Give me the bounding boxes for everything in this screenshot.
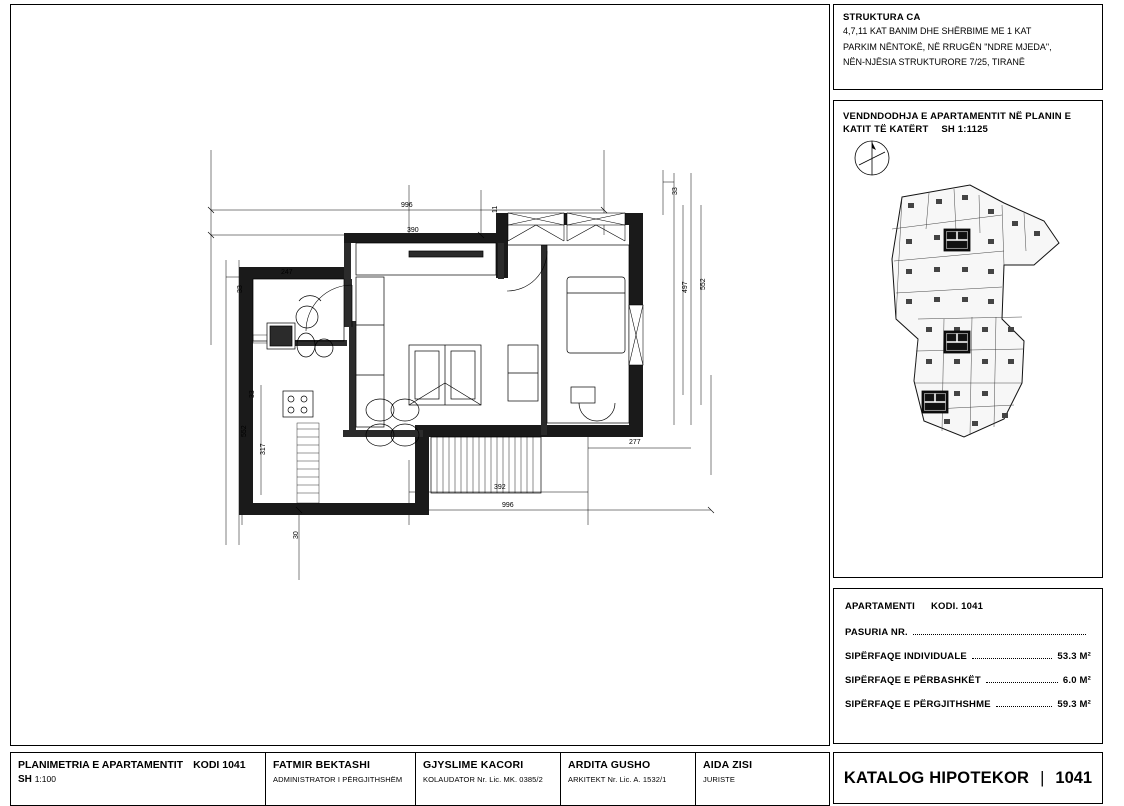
person-name-2: GJYSLIME KACORI xyxy=(423,759,524,771)
title-block-main xyxy=(11,753,266,805)
apartment-row-property xyxy=(845,627,1091,638)
dim-390: 390 xyxy=(407,227,419,234)
apartment-label: APARTAMENTI xyxy=(845,601,915,612)
dim-317: 317 xyxy=(260,443,267,455)
person-role-1: ADMINISTRATOR I PËRGJITHSHËM xyxy=(273,775,403,784)
dim-392: 392 xyxy=(494,484,506,491)
plan-code: KODI 1041 xyxy=(193,759,246,771)
dim-30: 30 xyxy=(293,531,300,539)
dim-277: 277 xyxy=(629,439,641,446)
individual-area-label: SIPËRFAQE INDIVIDUALE xyxy=(845,651,967,662)
individual-area-dots xyxy=(972,657,1052,659)
apartment-row-individual-area xyxy=(845,651,1091,662)
common-area-label: SIPËRFAQE E PËRBASHKËT xyxy=(845,675,981,686)
dim-996-top: 996 xyxy=(401,202,413,209)
common-area-value: 6.0 M² xyxy=(1062,675,1091,686)
apartment-row-total-area xyxy=(845,699,1091,710)
dim-497: 497 xyxy=(682,281,689,293)
structure-line-1: 4,7,11 KAT BANIM DHE SHËRBIME ME 1 KAT xyxy=(843,26,1032,36)
person-role-4: JURISTE xyxy=(703,775,735,784)
total-area-label: SIPËRFAQE E PËRGJITHSHME xyxy=(845,699,991,710)
dim-33-left-top: 33 xyxy=(237,285,244,293)
person-name-1: FATMIR BEKTASHI xyxy=(273,759,371,771)
structure-line-3: NËN-NJËSIA STRUKTURORE 7/25, TIRANË xyxy=(843,57,1025,67)
location-title-line-2: KATIT TË KATËRT xyxy=(843,124,929,135)
catalog-code: 1041 xyxy=(1055,768,1093,787)
person-name-4: AIDA ZISI xyxy=(703,759,753,771)
person-role-3: ARKITEKT Nr. Lic. A. 1532/1 xyxy=(568,775,667,784)
person-name-3: ARDITA GUSHO xyxy=(568,759,651,771)
person-cell-2 xyxy=(416,753,561,805)
dim-996-bottom: 996 xyxy=(502,502,514,509)
plan-title: PLANIMETRIA E APARTAMENTIT xyxy=(18,759,184,771)
floor-plan-drawing xyxy=(11,5,829,745)
key-plan-diagram xyxy=(884,169,1069,474)
person-role-2: KOLAUDATOR Nr. Lic. MK. 0385/2 xyxy=(423,775,543,784)
individual-area-value: 53.3 M² xyxy=(1057,651,1091,662)
apartment-info-panel xyxy=(833,588,1103,744)
scale-label: SH xyxy=(18,774,32,785)
total-area-dots xyxy=(996,705,1053,707)
person-cell-1 xyxy=(266,753,416,805)
catalog-title: KATALOG HIPOTEKOR xyxy=(843,768,1030,787)
person-cell-3 xyxy=(561,753,696,805)
dim-11: 11 xyxy=(492,205,499,213)
floor-plan-frame xyxy=(10,4,830,746)
location-scale: SH 1:1125 xyxy=(941,124,989,135)
dim-552-right: 552 xyxy=(700,278,707,290)
apartment-code: KODI. 1041 xyxy=(930,601,984,612)
dim-552-left: 552 xyxy=(241,425,248,437)
dim-247: 247 xyxy=(281,269,293,276)
scale-value: 1:100 xyxy=(34,774,56,784)
structure-title: STRUKTURA CA xyxy=(843,12,921,23)
property-label: PASURIA NR. xyxy=(845,627,908,638)
location-panel xyxy=(833,100,1103,578)
dim-33-left-mid: 33 xyxy=(249,390,256,398)
structure-panel xyxy=(833,4,1103,90)
property-dots xyxy=(913,633,1086,635)
total-area-value: 59.3 M² xyxy=(1057,699,1091,710)
title-block xyxy=(10,752,830,806)
structure-line-2: PARKIM NËNTOKË, NË RRUGËN "NDRE MJEDA", xyxy=(843,41,1052,52)
location-title-line-1: VENDNDODHJA E APARTAMENTIT NË PLANIN E xyxy=(843,111,1072,122)
apartment-row-common-area xyxy=(845,675,1091,686)
apartment-row-code xyxy=(845,601,1091,612)
dim-33-right-top: 33 xyxy=(672,187,679,195)
common-area-dots xyxy=(986,681,1058,683)
catalog-separator: | xyxy=(1040,768,1045,787)
person-cell-4 xyxy=(696,753,826,805)
catalog-footer xyxy=(833,752,1103,804)
